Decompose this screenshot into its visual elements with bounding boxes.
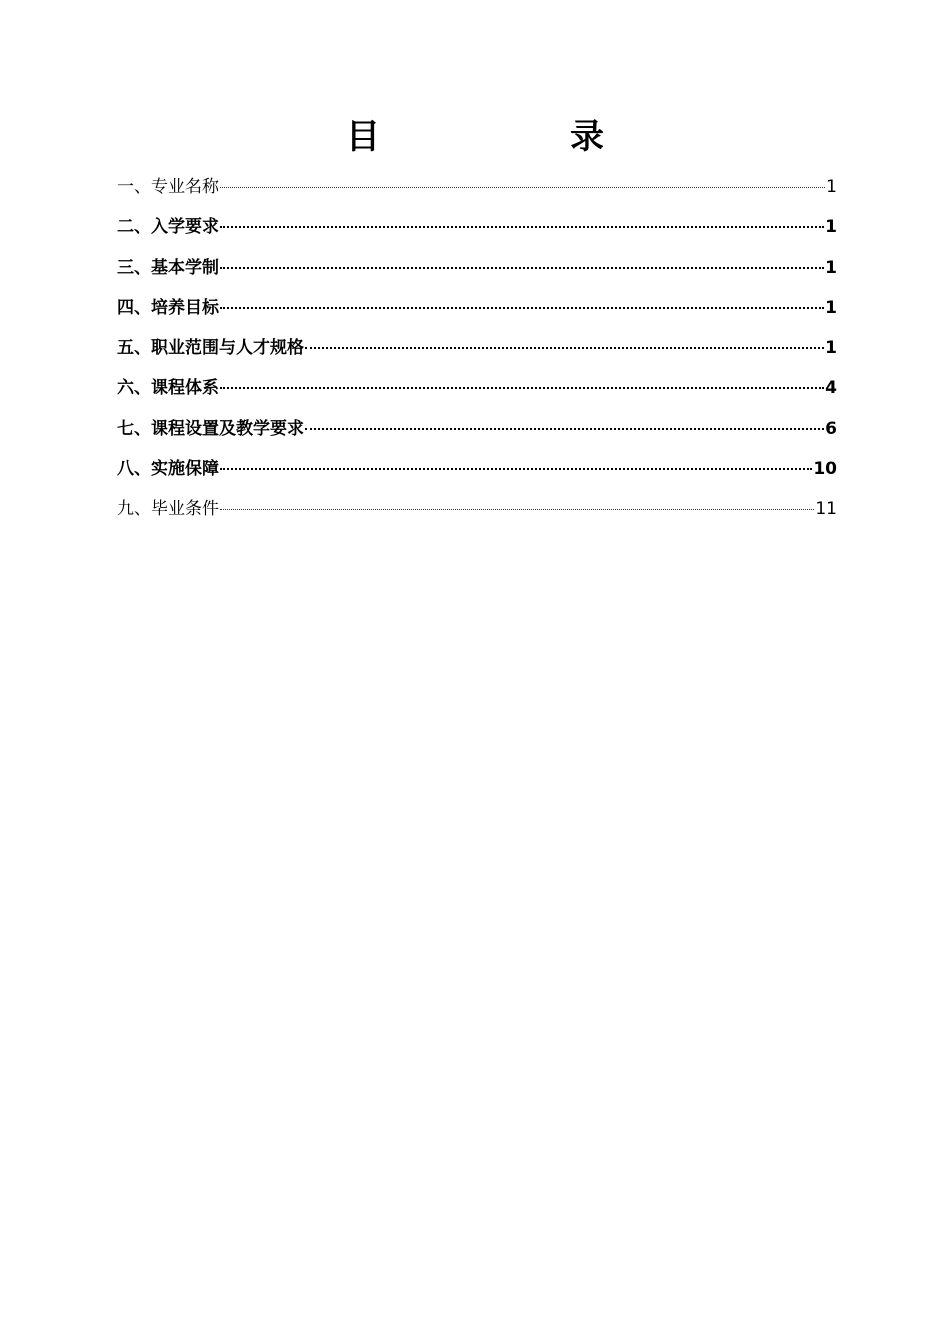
toc-entry-page-number: 1 [825, 257, 837, 278]
dot-leader [220, 187, 825, 188]
toc-entry-page-number: 11 [815, 499, 837, 520]
toc-entry-label: 二、入学要求 [117, 217, 219, 238]
toc-entry-label: 九、毕业条件 [117, 499, 219, 520]
dot-leader [220, 267, 824, 269]
toc-entry-page-number: 1 [825, 217, 837, 238]
toc-entry-page-number: 4 [825, 378, 837, 399]
toc-entry-label: 八、实施保障 [117, 459, 219, 480]
dot-leader [220, 226, 824, 228]
toc-entry-2[interactable] [117, 212, 837, 252]
toc-list [117, 172, 837, 535]
toc-entry-1[interactable] [117, 172, 837, 212]
toc-entry-label: 一、专业名称 [117, 177, 219, 197]
toc-entry-8[interactable] [117, 454, 837, 494]
toc-entry-9[interactable] [117, 494, 837, 534]
toc-entry-5[interactable] [117, 333, 837, 373]
toc-entry-label: 六、课程体系 [117, 378, 219, 399]
dot-leader [305, 428, 824, 430]
toc-entry-4[interactable] [117, 293, 837, 333]
toc-entry-page-number: 6 [825, 418, 837, 439]
toc-entry-label: 七、课程设置及教学要求 [117, 418, 304, 439]
toc-entry-page-number: 1 [826, 177, 837, 197]
toc-title: 目 录 [346, 117, 682, 157]
toc-entry-3[interactable] [117, 253, 837, 293]
dot-leader [305, 347, 824, 349]
toc-entry-page-number: 1 [825, 338, 837, 359]
toc-entry-label: 五、职业范围与人才规格 [117, 338, 304, 359]
dot-leader [220, 307, 824, 309]
dot-leader [220, 468, 812, 470]
dot-leader [220, 387, 824, 389]
toc-entry-label: 三、基本学制 [117, 257, 219, 278]
dot-leader [220, 509, 814, 510]
toc-entry-page-number: 1 [825, 297, 837, 318]
toc-entry-page-number: 10 [813, 459, 837, 480]
toc-entry-6[interactable] [117, 373, 837, 413]
toc-entry-7[interactable] [117, 414, 837, 454]
toc-entry-label: 四、培养目标 [117, 297, 219, 318]
